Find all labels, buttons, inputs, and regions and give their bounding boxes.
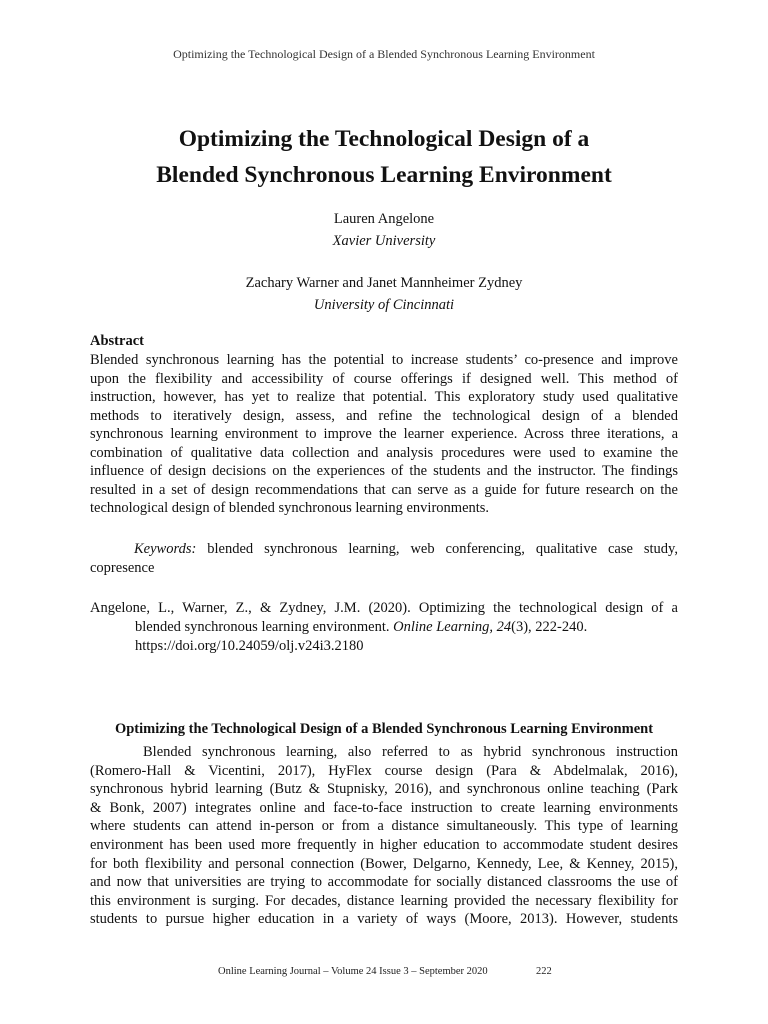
body-line: this environment is surging. For decades, distance learning provided the necessary flexibility for (90, 892, 678, 909)
paper-title-line-2: Blended Synchronous Learning Environment (156, 162, 612, 188)
citation-text: blended synchronous learning environment. (135, 619, 394, 635)
body-line: students to pursue higher education in a variety of ways (Moore, 2013). However, students (90, 911, 678, 928)
running-header: Optimizing the Technological Design of a Blended Synchronous Learning Environment (173, 47, 595, 61)
keywords (90, 540, 678, 578)
abstract-line: instruction, however, has yet to realize that potential. This exploratory study used qualitative (90, 389, 678, 405)
author-names: Zachary Warner and Janet Mannheimer Zydney (245, 275, 523, 291)
keywords-line-2: copresence (90, 560, 155, 576)
keywords-text: blended synchronous learning, web conferencing, qualitative case study, (196, 541, 678, 557)
abstract-line: resulted in a set of design recommendations that can serve as a guide for future research on the (90, 481, 678, 498)
abstract-line: influence of design decisions on the experiences of the students and the instructor. The findings (90, 463, 678, 479)
citation-doi: https://doi.org/10.24059/olj.v24i3.2180 (135, 638, 364, 654)
body-line: where students can attend in-person or from a distance simultaneously. This type of learning (90, 818, 678, 835)
abstract-line: synchronous learning environment to improve the learner experience. Across three iterations, a (90, 426, 678, 442)
section-heading: Optimizing the Technological Design of a Blended Synchronous Learning Environment (114, 721, 654, 737)
abstract-line: Blended synchronous learning has the potential to increase students’ co-presence and improve (90, 352, 678, 368)
author-block-2 (90, 272, 678, 316)
body-line: synchronous hybrid learning (Butz & Stupnisky, 2016), and synchronous online teaching (Park (90, 781, 678, 798)
citation-issue: (3), 222-240. (511, 619, 588, 635)
abstract-line: technological design of blended synchronous learning environments. (90, 500, 490, 516)
citation-line-1: Angelone, L., Warner, Z., & Zydney, J.M. (2020). Optimizing the technological design of a (90, 600, 678, 616)
body-paragraph (90, 743, 678, 929)
page-number: 222 (536, 966, 552, 977)
abstract-line: upon the flexibility and accessibility of course offerings if designed well. This method of (90, 370, 678, 387)
author-affiliation: Xavier University (332, 233, 436, 249)
paper-title-line-1: Optimizing the Technological Design of a (178, 126, 590, 152)
author-names: Lauren Angelone (333, 211, 435, 227)
author-block-1 (90, 208, 678, 252)
paper-title (90, 121, 678, 193)
keywords-line-1 (90, 540, 678, 559)
body-line: (Romero-Hall & Vicentini, 2017), HyFlex course design (Para & Abdelmalak, 2016), (90, 762, 678, 779)
abstract-body (90, 351, 678, 518)
body-line: & Bonk, 2007) integrates online and face-to-face instruction to create learning environments (90, 799, 678, 816)
footer-journal: Online Learning Journal – Volume 24 Issue 3 – September 2020 (218, 966, 488, 977)
abstract-line: methods to iteratively design, assess, and refine the technological design of a blended (90, 407, 678, 424)
body-line: for both flexibility and personal connection (Bower, Delgarno, Kennedy, Lee, & Kenney, 2015), (90, 855, 678, 872)
citation-line-2 (90, 618, 678, 637)
author-affiliation: University of Cincinnati (313, 297, 455, 313)
abstract-heading: Abstract (90, 333, 144, 349)
citation-journal: Online Learning, 24 (393, 619, 512, 635)
abstract-line: combination of qualitative data collection and analysis procedures were used to examine the (90, 444, 678, 461)
body-line: Blended synchronous learning, also referred to as hybrid synchronous instruction (143, 744, 678, 760)
body-line: environment has been used more frequently in higher education to accommodate student desires (90, 836, 678, 853)
body-line: and now that universities are trying to accommodate for socially distanced classrooms the use of (90, 874, 678, 891)
keywords-label: Keywords: (134, 541, 197, 557)
citation (90, 599, 678, 656)
